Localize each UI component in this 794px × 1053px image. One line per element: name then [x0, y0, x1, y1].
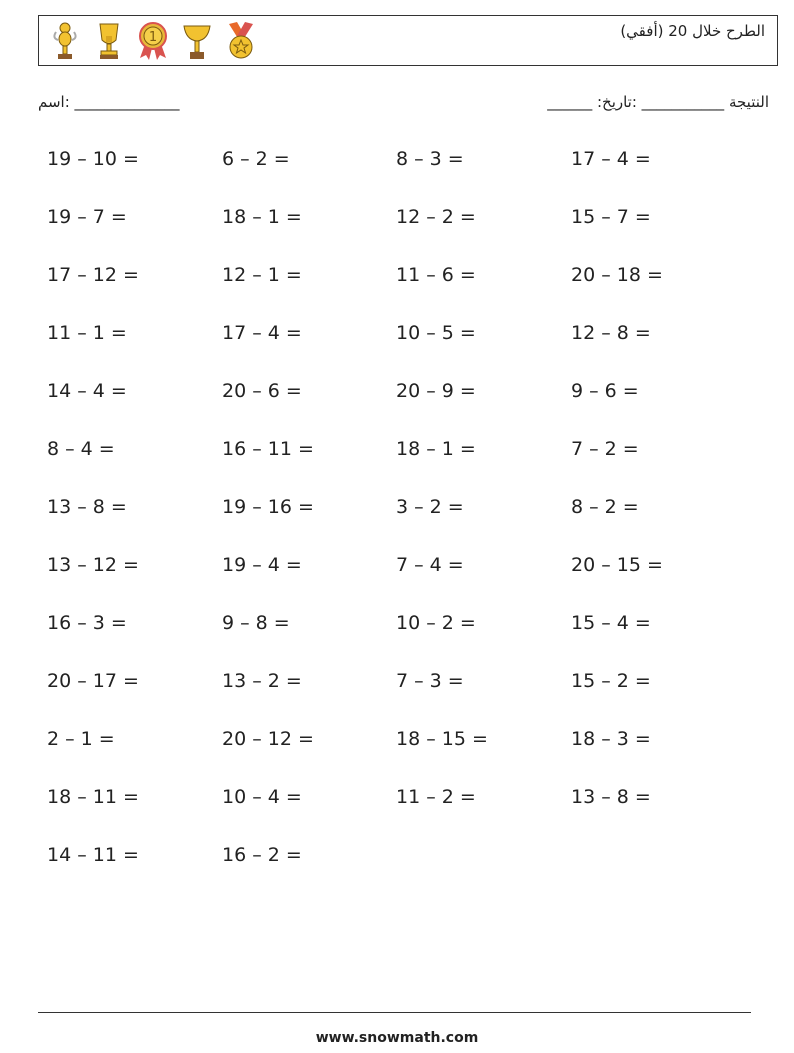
problem-item: 13 – 12 = — [47, 554, 139, 576]
problem-item: 14 – 4 = — [47, 380, 127, 402]
problem-item: 6 – 2 = — [222, 148, 290, 170]
problem-item: 18 – 1 = — [396, 438, 476, 460]
medal-ribbon-icon — [137, 20, 169, 62]
problem-item: 20 – 12 = — [222, 728, 314, 750]
problem-item: 18 – 1 = — [222, 206, 302, 228]
problem-item: 18 – 15 = — [396, 728, 488, 750]
problem-item: 17 – 4 = — [222, 322, 302, 344]
problem-item: 19 – 7 = — [47, 206, 127, 228]
problem-item: 18 – 11 = — [47, 786, 139, 808]
svg-text:1: 1 — [148, 30, 158, 45]
trophy-angel-icon — [49, 20, 81, 62]
problem-item: 19 – 10 = — [47, 148, 139, 170]
problem-item: 20 – 17 = — [47, 670, 139, 692]
problem-item: 15 – 4 = — [571, 612, 651, 634]
problem-item: 13 – 2 = — [222, 670, 302, 692]
problem-item: 11 – 1 = — [47, 322, 127, 344]
problem-item: 18 – 3 = — [571, 728, 651, 750]
problem-item: 16 – 2 = — [222, 844, 302, 866]
problem-item: 8 – 4 = — [47, 438, 115, 460]
trophy-cup-icon — [93, 20, 125, 62]
problem-item: 12 – 1 = — [222, 264, 302, 286]
medal-star-icon — [225, 20, 257, 62]
problem-item: 20 – 6 = — [222, 380, 302, 402]
header-box — [38, 15, 778, 66]
problem-item: 19 – 16 = — [222, 496, 314, 518]
page-title: الطرح خلال 20 (أفقي) — [620, 22, 765, 40]
problem-item: 7 – 2 = — [571, 438, 639, 460]
problem-item: 8 – 2 = — [571, 496, 639, 518]
problem-item: 8 – 3 = — [396, 148, 464, 170]
trophy-bowl-icon — [181, 20, 213, 62]
icon-row — [49, 20, 257, 62]
problem-item: 12 – 2 = — [396, 206, 476, 228]
problem-item: 20 – 18 = — [571, 264, 663, 286]
score-date-field: النتيجة ___________ :تاريخ: ______ — [547, 93, 769, 111]
problem-item: 16 – 11 = — [222, 438, 314, 460]
problem-item: 9 – 6 = — [571, 380, 639, 402]
footer-divider — [38, 1012, 751, 1013]
problem-item: 10 – 4 = — [222, 786, 302, 808]
problem-item: 2 – 1 = — [47, 728, 115, 750]
problem-item: 16 – 3 = — [47, 612, 127, 634]
problem-item: 14 – 11 = — [47, 844, 139, 866]
problem-item: 13 – 8 = — [47, 496, 127, 518]
problem-item: 10 – 5 = — [396, 322, 476, 344]
problem-item: 15 – 7 = — [571, 206, 651, 228]
problem-item: 20 – 9 = — [396, 380, 476, 402]
problem-item: 11 – 2 = — [396, 786, 476, 808]
problem-item: 3 – 2 = — [396, 496, 464, 518]
problem-item: 9 – 8 = — [222, 612, 290, 634]
problem-item: 12 – 8 = — [571, 322, 651, 344]
problem-item: 10 – 2 = — [396, 612, 476, 634]
problem-item: 7 – 4 = — [396, 554, 464, 576]
problem-item: 17 – 4 = — [571, 148, 651, 170]
problem-item: 13 – 8 = — [571, 786, 651, 808]
problem-item: 17 – 12 = — [47, 264, 139, 286]
footer-url: www.snowmath.com — [315, 1030, 479, 1046]
problem-item: 7 – 3 = — [396, 670, 464, 692]
problem-item: 19 – 4 = — [222, 554, 302, 576]
name-field: اسم: ______________ — [38, 93, 180, 111]
problem-item: 11 – 6 = — [396, 264, 476, 286]
problem-item: 20 – 15 = — [571, 554, 663, 576]
problem-item: 15 – 2 = — [571, 670, 651, 692]
